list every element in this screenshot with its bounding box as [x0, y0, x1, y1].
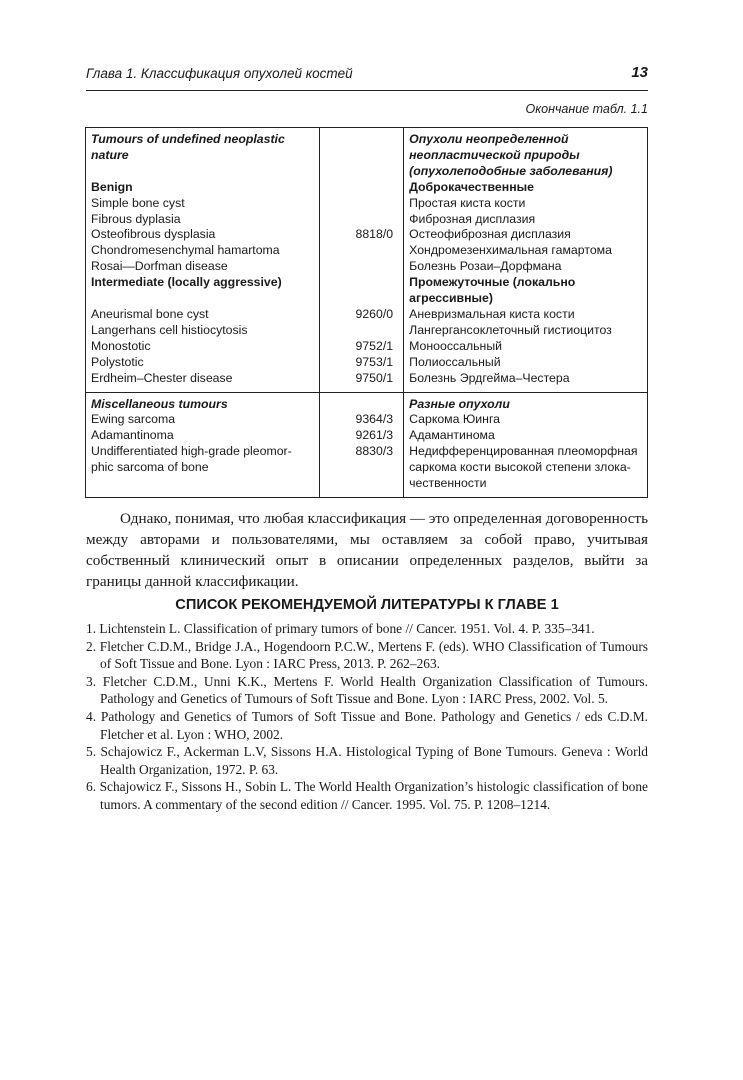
cell-russian: Разные опухоли	[404, 392, 648, 412]
table-row	[86, 339, 648, 355]
cell-english: Tumours of undefined neoplastic nature	[86, 128, 320, 180]
cell-russian: Опухоли неопределенной неопластической природы (опухолеподобные заболевания)	[404, 128, 648, 180]
table-row	[86, 355, 648, 371]
cell-icd-code	[319, 212, 403, 228]
cell-russian: Полиоссальный	[404, 355, 648, 371]
cell-russian: Фиброзная дисплазия	[404, 212, 648, 228]
table-row	[86, 227, 648, 243]
reference-item: 2. Fletcher C.D.M., Bridge J.A., Hogendoorn P.C.W., Mertens F. (eds). WHO Classification of Tumours of Soft Tissue and Bone. Lyon : IARC Press, 2013. P. 262–263.	[86, 638, 648, 672]
cell-icd-code	[319, 259, 403, 275]
body-paragraph: Однако, понимая, что любая классификация — это определенная договоренность между авторами и пользователями, мы оставляем за собой право, учитывая собственный клинический опыт в описании определенных разделов, выйти за границы данной классификации.	[86, 510, 648, 590]
references-list	[86, 620, 648, 814]
cell-icd-code	[319, 243, 403, 259]
cell-russian: Адамантинома	[404, 428, 648, 444]
table-row	[86, 128, 648, 180]
running-header	[86, 64, 648, 86]
chapter-title: Глава 1. Классификация опухолей костей	[86, 66, 353, 81]
cell-russian: Промежуточные (локально агрессивные)	[404, 275, 648, 307]
cell-icd-code: 8830/3	[319, 444, 403, 497]
reference-item: 3. Fletcher C.D.M., Unni K.K., Mertens F. World Health Organization Classification of Tumours. Pathology and Genetics of Tumours of Soft Tissue and Bone. Lyon : IARC Press, 2002. Vol. 5.	[86, 673, 648, 707]
reference-item: 6. Schajowicz F., Sissons H., Sobin L. The World Health Organization’s histologic classification of bone tumors. A commentary of the second edition // Cancer. 1995. Vol. 75. P. 1208–1214.	[86, 779, 648, 812]
references-title: СПИСОК РЕКОМЕНДУЕМОЙ ЛИТЕРАТУРЫ К ГЛАВЕ 1	[175, 597, 559, 613]
cell-icd-code: 9750/1	[319, 371, 403, 392]
cell-english: Miscellaneous tumours	[86, 392, 320, 412]
cell-icd-code: 9364/3	[319, 412, 403, 428]
header-divider	[86, 90, 648, 91]
page-number: 13	[631, 64, 648, 81]
cell-english: Osteofibrous dysplasia	[86, 227, 320, 243]
cell-russian: Лангергансоклеточный гистиоцитоз	[404, 323, 648, 339]
classification-table	[85, 127, 648, 498]
reference-item: 4. Pathology and Genetics of Tumors of Soft Tissue and Bone. Pathology and Genetics / eds C.D.M. Fletcher et al. Lyon : WHO, 2002.	[86, 708, 648, 742]
cell-icd-code	[319, 128, 403, 180]
table-row	[86, 212, 648, 228]
table-caption: Окончание табл. 1.1	[525, 102, 648, 116]
cell-icd-code: 9753/1	[319, 355, 403, 371]
cell-icd-code: 8818/0	[319, 227, 403, 243]
table-row	[86, 196, 648, 212]
table-row	[86, 180, 648, 196]
cell-icd-code: 9260/0	[319, 307, 403, 323]
cell-icd-code: 9261/3	[319, 428, 403, 444]
cell-russian: Монооссальный	[404, 339, 648, 355]
cell-icd-code: 9752/1	[319, 339, 403, 355]
cell-english: Monostotic	[86, 339, 320, 355]
cell-english: Rosai—Dorfman disease	[86, 259, 320, 275]
cell-english: Aneurismal bone cyst	[86, 307, 320, 323]
table-body	[86, 128, 648, 498]
table-row	[86, 444, 648, 497]
cell-russian: Хондромезенхимальная гамартома	[404, 243, 648, 259]
table-row	[86, 259, 648, 275]
reference-item: 5. Schajowicz F., Ackerman L.V, Sissons H.A. Histological Typing of Bone Tumours. Geneva : World Health Organization, 1972. P. 63.	[86, 744, 648, 777]
cell-english: Chondromesenchymal hamartoma	[86, 243, 320, 259]
reference-item: 1. Lichtenstein L. Classification of primary tumors of bone // Cancer. 1951. Vol. 4. P. 335–341.	[86, 621, 595, 636]
cell-russian: Болезнь Розаи–Дорфмана	[404, 259, 648, 275]
table-row	[86, 392, 648, 412]
table-row	[86, 412, 648, 428]
cell-russian: Доброкачественные	[404, 180, 648, 196]
cell-english: Undifferentiated high-grade pleomor- phic sarcoma of bone	[86, 444, 320, 497]
cell-english: Intermediate (locally aggressive)	[86, 275, 320, 307]
table-row	[86, 428, 648, 444]
cell-english: Langerhans cell histiocytosis	[86, 323, 320, 339]
table-row	[86, 243, 648, 259]
table-row	[86, 323, 648, 339]
cell-icd-code	[319, 275, 403, 307]
cell-russian: Болезнь Эрдгейма–Честера	[404, 371, 648, 392]
cell-icd-code	[319, 323, 403, 339]
table-row	[86, 275, 648, 307]
cell-icd-code	[319, 196, 403, 212]
cell-english: Fibrous dyplasia	[86, 212, 320, 228]
cell-russian: Недифференцированная плеоморфная саркома кости высокой степени злока- чественности	[404, 444, 648, 497]
table-row	[86, 371, 648, 392]
cell-russian: Остеофиброзная дисплазия	[404, 227, 648, 243]
cell-russian: Простая киста кости	[404, 196, 648, 212]
cell-english: Adamantinoma	[86, 428, 320, 444]
cell-english: Polystotic	[86, 355, 320, 371]
cell-russian: Аневризмальная киста кости	[404, 307, 648, 323]
cell-english: Simple bone cyst	[86, 196, 320, 212]
cell-icd-code	[319, 180, 403, 196]
cell-icd-code	[319, 392, 403, 412]
cell-russian: Саркома Юинга	[404, 412, 648, 428]
table-row	[86, 307, 648, 323]
cell-english: Benign	[86, 180, 320, 196]
cell-english: Erdheim–Chester disease	[86, 371, 320, 392]
cell-english: Ewing sarcoma	[86, 412, 320, 428]
